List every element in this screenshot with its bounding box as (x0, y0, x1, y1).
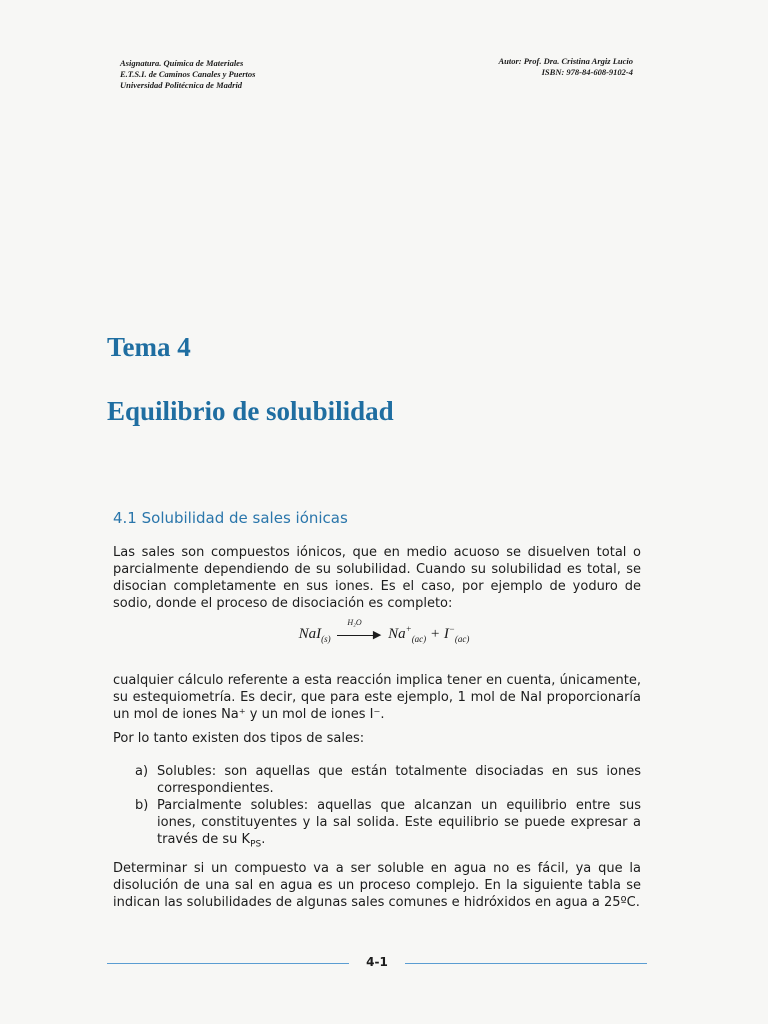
list-item (135, 763, 641, 797)
header-author-info (498, 56, 633, 78)
header-course: Asignatura. Química de Materiales (120, 58, 244, 68)
chapter-number: Tema 4 (107, 332, 191, 362)
eq-reactant-state: (s) (321, 634, 331, 644)
kps-subscript: PS (250, 839, 262, 850)
eq-product1-charge: + (405, 624, 412, 634)
dissociation-equation (0, 618, 768, 644)
list-marker: a) (135, 764, 149, 779)
eq-arrow-label: H₂O (347, 618, 362, 628)
list-item (135, 797, 641, 854)
header-course-info (120, 58, 255, 91)
list-marker: b) (135, 798, 149, 813)
header-university: Universidad Politécnica de Madrid (120, 80, 243, 90)
header-school: E.T.S.I. de Caminos Canales y Puertos (120, 69, 256, 79)
list-item-text: Solubles: son aquellas que están totalmente disociadas en sus iones correspondientes. (157, 764, 641, 796)
eq-plus: + (429, 626, 441, 642)
footer-rule-right (405, 963, 647, 964)
eq-product2-charge: − (448, 624, 455, 634)
eq-product1: Na (388, 626, 406, 642)
paragraph-table-intro: Determinar si un compuesto va a ser soluble en agua no es fácil, ya que la disolución de una sal en agua es un proceso complejo. En la siguiente tabla se indican las solubilidades de algunas sales comunes e hidróxidos en agua a 25ºC. (113, 861, 641, 910)
page-number: 4-1 (366, 955, 388, 969)
list-item-end: . (261, 832, 266, 847)
header-isbn: ISBN: 978-84-608-9102-4 (541, 67, 633, 77)
reaction-arrow-icon: H₂O ▶ (337, 633, 381, 636)
list-item-text-wrap (157, 797, 641, 854)
footer-rule-left (107, 963, 349, 964)
paragraph-intro: Las sales son compuestos iónicos, que en medio acuoso se disuelven total o parcialmente dependiendo de su solubilidad. Cuando su solubilidad es total, se disocian completamente en sus iones. Es el caso, por ejemplo de yoduro de sodio, donde el proceso de disociación es completo: (113, 545, 641, 611)
eq-product2: I (443, 626, 449, 642)
section-title: 4.1 Solubilidad de sales iónicas (113, 509, 348, 527)
eq-product2-state: (ac) (454, 634, 470, 644)
chapter-title: Equilibrio de solubilidad (107, 396, 394, 426)
paragraph-types-intro: Por lo tanto existen dos tipos de sales: (113, 731, 365, 746)
eq-product1-state: (ac) (411, 634, 427, 644)
list-item-text: Parcialmente solubles: aquellas que alcanzan un equilibrio entre sus iones, constituyentes y la sal solida. Este equilibrio se puede expresar a través de su K (157, 798, 641, 847)
eq-reactant: NaI (298, 626, 322, 642)
paragraph-stoichiometry: cualquier cálculo referente a esta reacción implica tener en cuenta, únicamente, su estequiometría. Es decir, que para este ejemplo, 1 mol de NaI proporcionaría un mol de iones Na⁺ y un mol de iones I⁻. (113, 673, 641, 722)
salt-types-list (135, 763, 641, 854)
header-author: Autor: Prof. Dra. Cristina Argiz Lucio (498, 56, 633, 66)
